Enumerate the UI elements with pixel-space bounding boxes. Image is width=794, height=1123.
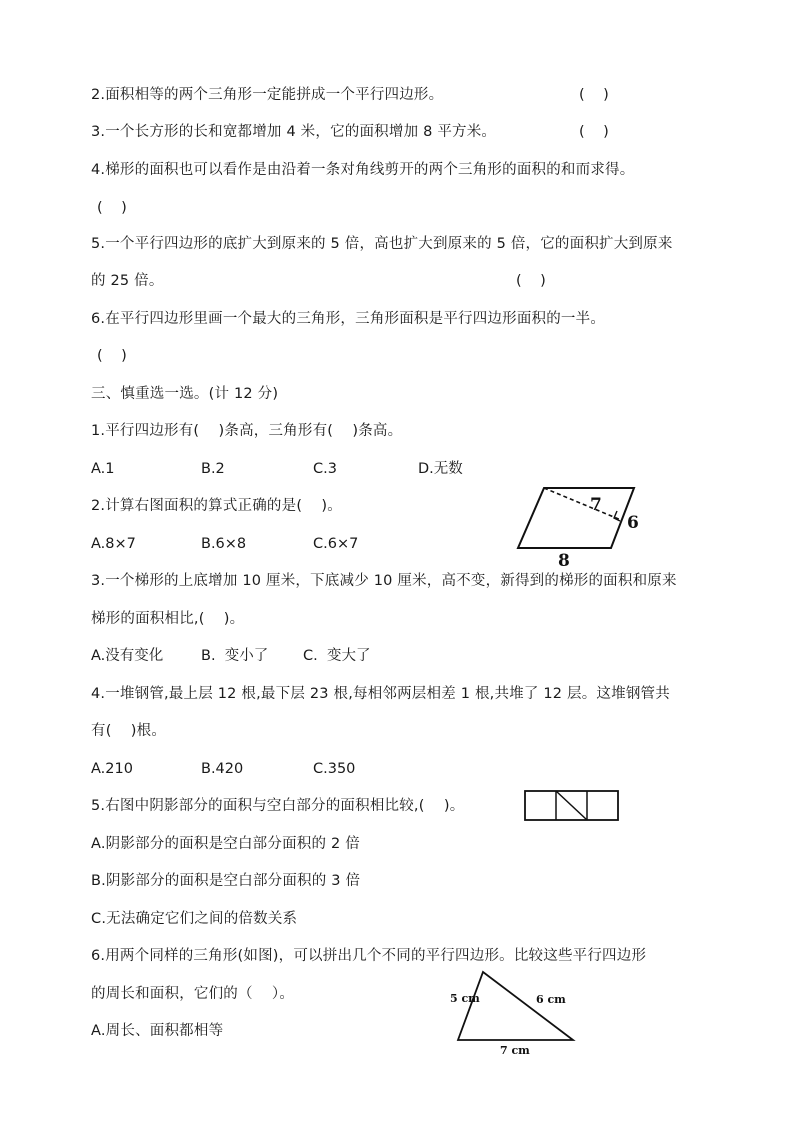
s3-q2-text: 2.计算右图面积的算式正确的是( )。 [91, 498, 342, 514]
triangle-shape [458, 972, 573, 1040]
parallelogram-label-diag: 7 [590, 495, 602, 515]
triangle-figure [446, 966, 576, 1058]
rectangle-diagonal [556, 791, 587, 820]
judge-q2-answer-paren[interactable]: ( ) [579, 87, 609, 103]
judge-q4-answer-paren[interactable]: ( ) [97, 200, 127, 216]
s3-q4-line1: 4.一堆钢管,最上层 12 根,最下层 23 根,每相邻两层相差 1 根,共堆了 12 层。这堆钢管共 [91, 686, 670, 702]
s3-q6-option-a[interactable]: A.周长、面积都相等 [91, 1023, 224, 1039]
s3-q2-option-a[interactable]: A.8×7 [91, 536, 136, 552]
judge-q5-line1: 5.一个平行四边形的底扩大到原来的 5 倍，高也扩大到原来的 5 倍，它的面积扩大到原来 [91, 236, 673, 252]
s3-q1-text: 1.平行四边形有( )条高，三角形有( )条高。 [91, 423, 403, 439]
triangle-label-left: 5 cm [450, 992, 480, 1005]
s3-q1-option-d[interactable]: D.无数 [418, 461, 463, 477]
s3-q5-option-a[interactable]: A.阴影部分的面积是空白部分面积的 2 倍 [91, 836, 360, 852]
parallelogram-label-side: 6 [627, 513, 639, 533]
judge-q6-answer-paren[interactable]: ( ) [97, 348, 127, 364]
s3-q1-option-b[interactable]: B.2 [201, 461, 225, 477]
s3-q2-option-c[interactable]: C.6×7 [313, 536, 359, 552]
s3-q2-option-b[interactable]: B.6×8 [201, 536, 247, 552]
s3-q6-line1: 6.用两个同样的三角形(如图)，可以拼出几个不同的平行四边形。比较这些平行四边形 [91, 948, 647, 964]
s3-q3-option-c[interactable]: C. 变大了 [303, 648, 371, 664]
s3-q4-line2: 有( )根。 [91, 723, 167, 739]
triangle-label-base: 7 cm [500, 1044, 530, 1057]
s3-q5-text: 5.右图中阴影部分的面积与空白部分的面积相比较,( )。 [91, 798, 465, 814]
judge-q5-line2: 的 25 倍。 [91, 273, 164, 289]
s3-q1-option-a[interactable]: A.1 [91, 461, 115, 477]
s3-q3-option-b[interactable]: B. 变小了 [201, 648, 269, 664]
judge-q3-text: 3.一个长方形的长和宽都增加 4 米，它的面积增加 8 平方米。 [91, 124, 497, 140]
s3-q4-option-b[interactable]: B.420 [201, 761, 244, 777]
s3-q4-option-a[interactable]: A.210 [91, 761, 133, 777]
s3-q3-option-a[interactable]: A.没有变化 [91, 648, 164, 664]
judge-q6-text: 6.在平行四边形里画一个最大的三角形，三角形面积是平行四边形面积的一半。 [91, 311, 606, 327]
s3-q3-line1: 3.一个梯形的上底增加 10 厘米，下底减少 10 厘米，高不变，新得到的梯形的面积和原来 [91, 573, 677, 589]
s3-q5-option-c[interactable]: C.无法确定它们之间的倍数关系 [91, 911, 298, 927]
right-angle-mark [614, 511, 620, 521]
s3-q4-option-c[interactable]: C.350 [313, 761, 356, 777]
judge-q4-text: 4.梯形的面积也可以看作是由沿着一条对角线剪开的两个三角形的面积的和而求得。 [91, 162, 635, 178]
judge-q3-answer-paren[interactable]: ( ) [579, 124, 609, 140]
s3-q1-option-c[interactable]: C.3 [313, 461, 337, 477]
parallelogram-figure [508, 480, 648, 570]
parallelogram-height-line [544, 488, 621, 520]
triangle-label-right: 6 cm [536, 993, 566, 1006]
parallelogram-label-base: 8 [558, 551, 570, 570]
s3-q3-line2: 梯形的面积相比,( )。 [91, 611, 245, 627]
shaded-rectangle-figure [523, 789, 621, 823]
judge-q5-answer-paren[interactable]: ( ) [516, 273, 546, 289]
s3-q6-line2: 的周长和面积，它们的（ ）。 [91, 986, 295, 1002]
section3-title: 三、慎重选一选。(计 12 分) [91, 386, 279, 402]
judge-q2-text: 2.面积相等的两个三角形一定能拼成一个平行四边形。 [91, 87, 444, 103]
s3-q5-option-b[interactable]: B.阴影部分的面积是空白部分面积的 3 倍 [91, 873, 361, 889]
